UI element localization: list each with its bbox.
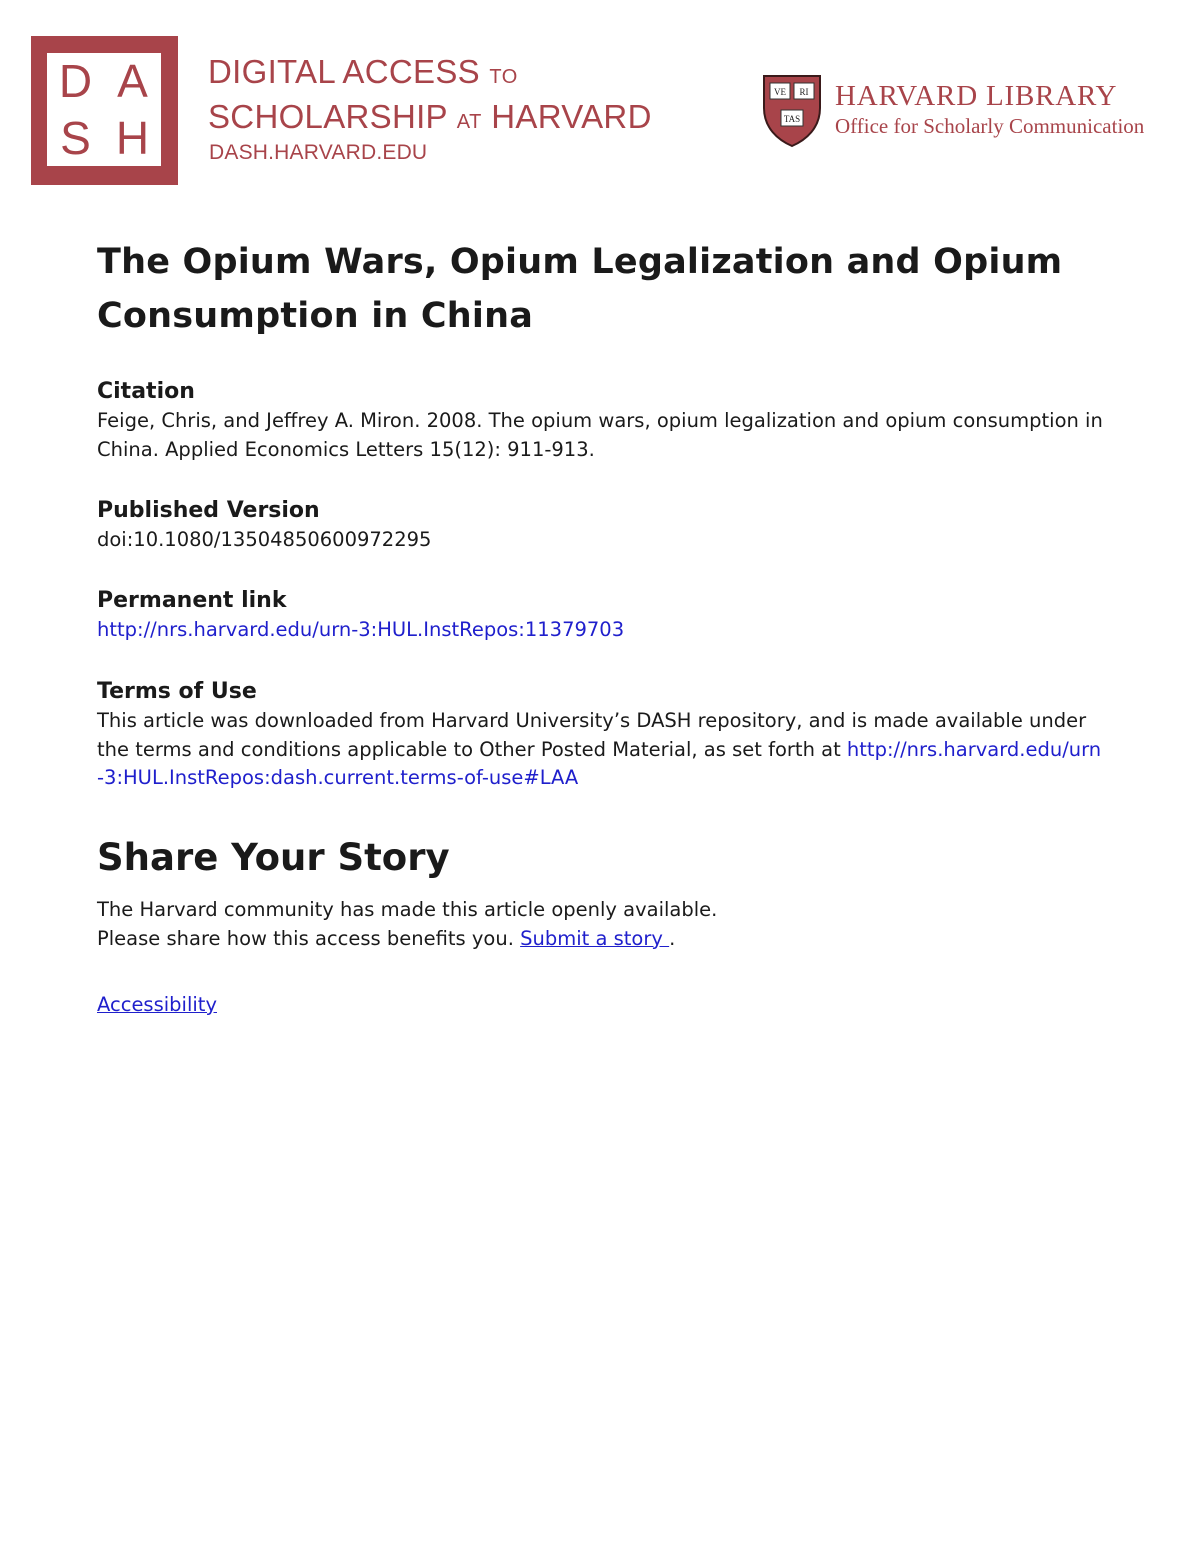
submit-story-link[interactable]: Submit a story — [520, 926, 670, 950]
dash-logo-letters — [47, 53, 161, 166]
harvard-library-title: HARVARD LIBRARY — [835, 80, 1118, 112]
dash-wordmark-to: TO — [489, 66, 518, 88]
office-subtitle: Office for Scholarly Communication — [835, 114, 1145, 138]
terms-of-use-heading: Terms of Use — [97, 679, 257, 704]
permanent-link-row — [97, 616, 1107, 645]
share-prompt: Please share how this access benefits you. — [97, 926, 521, 950]
permanent-link-section — [97, 586, 1107, 645]
citation-heading: Citation — [97, 379, 195, 404]
document-title: The Opium Wars, Opium Legalization and Opium Consumption in China — [97, 242, 1063, 336]
dash-url[interactable]: DASH.HARVARD.EDU — [209, 141, 428, 164]
terms-of-use-text: This article was downloaded from Harvard University’s DASH repository, and is made available under the terms and conditions applicable to Other Posted Material, as set forth at — [97, 709, 1087, 761]
citation-text: Feige, Chris, and Jeffrey A. Miron. 2008. The opium wars, opium legalization and opium consumption in China. Applied Economics Letters 15(12): 911-913. — [97, 409, 1103, 461]
document-title-block — [97, 235, 1107, 343]
citation-section — [97, 377, 1107, 464]
share-period: . — [669, 926, 676, 950]
share-your-story-text — [97, 896, 1107, 953]
accessibility-link[interactable]: Accessibility — [97, 993, 217, 1016]
shield-letters-tas: TAS — [783, 114, 801, 124]
permanent-link[interactable]: http://nrs.harvard.edu/urn-3:HUL.InstRepos:11379703 — [97, 618, 625, 641]
dash-wordmark-harvard: HARVARD — [491, 98, 652, 135]
published-version-section — [97, 496, 1107, 555]
dash-wordmark — [208, 52, 652, 142]
harvard-shield-icon — [762, 74, 822, 148]
dash-wordmark-line1 — [208, 52, 652, 97]
dash-letter: A — [117, 55, 148, 108]
permanent-link-heading: Permanent link — [97, 588, 287, 613]
shield-letters-ri: RI — [799, 87, 809, 97]
accessibility-row — [97, 991, 217, 1020]
terms-of-use-text-block — [97, 707, 1107, 793]
dash-letter: S — [60, 111, 91, 164]
dash-logo — [31, 36, 178, 185]
published-version-doi: doi:10.1080/13504850600972295 — [97, 528, 432, 551]
share-line-1: The Harvard community has made this article openly available. — [97, 898, 718, 921]
share-line-2 — [97, 925, 1107, 954]
dash-wordmark-text: DIGITAL ACCESS — [208, 53, 480, 90]
published-version-heading: Published Version — [97, 498, 320, 523]
dash-letter: H — [115, 111, 150, 164]
dash-letter: D — [58, 55, 93, 108]
dash-wordmark-at: AT — [456, 111, 482, 133]
dash-wordmark-line2 — [208, 97, 652, 142]
terms-of-use-section — [97, 677, 1107, 793]
share-your-story-heading: Share Your Story — [97, 836, 450, 879]
shield-letters-ve: VE — [774, 87, 786, 97]
dash-wordmark-text: SCHOLARSHIP — [208, 98, 448, 135]
terms-of-use-link[interactable]: http://nrs.harvard.edu/urn-3:HUL.InstRepos:dash.current.terms-of-use#LAA — [97, 737, 1102, 789]
